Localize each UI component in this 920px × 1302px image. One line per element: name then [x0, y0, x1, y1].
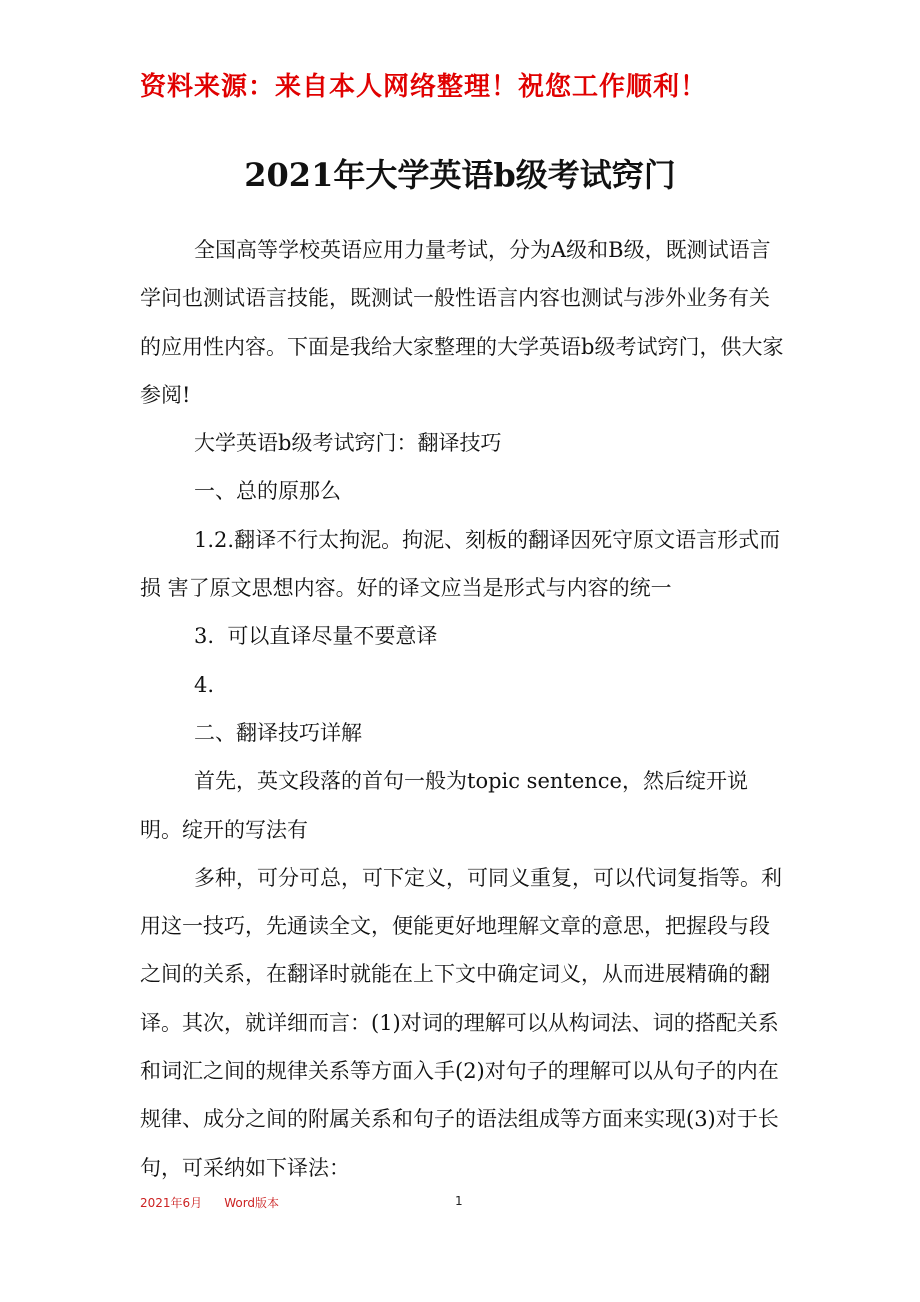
page-number: 1 — [455, 1194, 463, 1208]
paragraph-techniques-heading: 二、翻译技巧详解 — [194, 720, 362, 745]
page-footer — [140, 1194, 301, 1211]
source-note: 资料来源：来自本人网络整理！祝您工作顺利！ — [140, 72, 708, 102]
paragraph-principle-3: 3. 可以直译尽量不要意译 — [194, 624, 438, 649]
paragraph-section-heading: 大学英语b级考试窍门：翻译技巧 — [194, 431, 502, 456]
paragraph-intro: 全国高等学校英语应用力量考试，分为A级和B级，既测试语言学问也测试语言技能，既测试一般性语言内容也测试与涉外业务有关的应用性内容。下面是我给大家整理的大学英语b级考试窍门，供大家参阅! — [140, 238, 784, 407]
document-title: 2021年大学英语b级考试窍门 — [244, 156, 676, 194]
paragraph-principle-1-2: 1.2.翻译不行太拘泥。拘泥、刻板的翻译因死守原文语言形式而损 害了原文思想内容。好的译文应当是形式与内容的统一 — [140, 527, 781, 601]
paragraph-topic-sentence: 首先，英文段落的首句一般为topic sentence，然后绽开说明。绽开的写法有 — [140, 769, 748, 842]
paragraph-principles-heading: 一、总的原那么 — [194, 479, 341, 504]
footer-version: Word版本 — [224, 1196, 280, 1210]
footer-date: 2021年6月 — [140, 1196, 203, 1210]
document-body — [140, 226, 788, 1192]
paragraph-principle-4: 4. — [194, 672, 215, 697]
paragraph-techniques-detail: 多种，可分可总，可下定义，可同义重复，可以代词复指等。利用这一技巧，先通读全文，便能更好地理解文章的意思，把握段与段之间的关系，在翻译时就能在上下文中确定词义，从而进展精确的翻译。其次，就详细而言：(1)对词的理解可以从构词法、词的搭配关系和词汇之间的规律关系等方面入手(2)对句子的理解可以从句子的内在规律、成分之间的附属关系和句子的语法组成等方面来实现(3)对于长句，可采纳如下译法： — [140, 865, 782, 1180]
